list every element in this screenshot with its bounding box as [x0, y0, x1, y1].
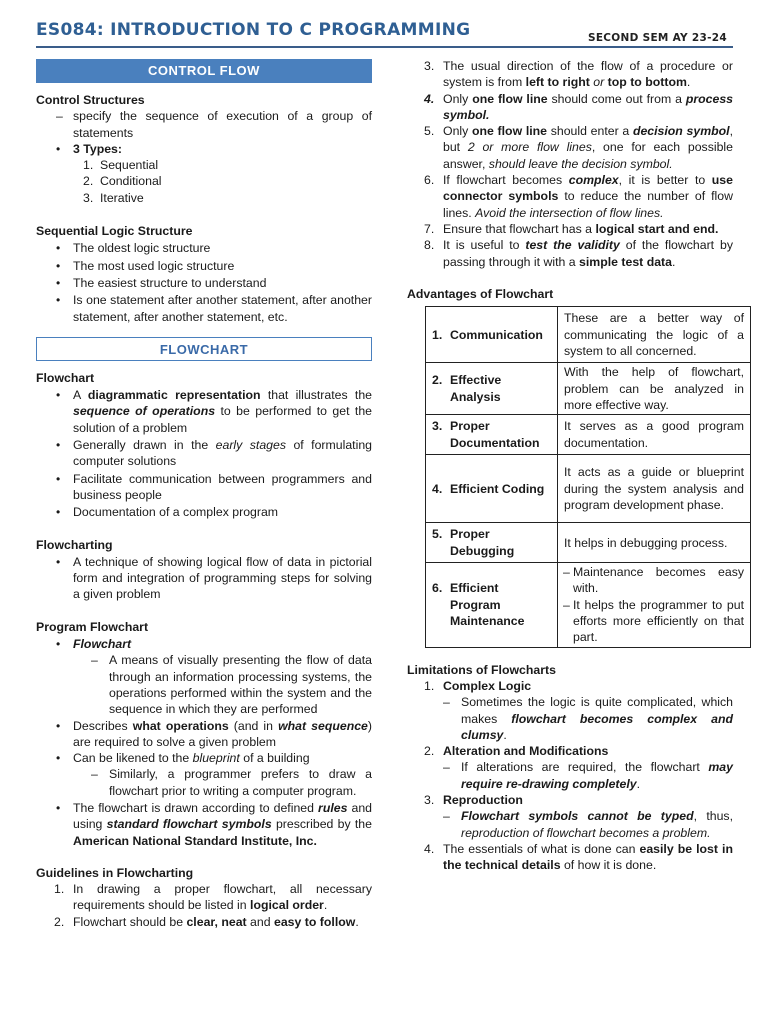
- table-cell-key: 3. Proper Documentation: [426, 415, 558, 455]
- list-item: 2. Conditional: [83, 174, 162, 189]
- guidelines-list: [36, 881, 372, 930]
- program-flowchart-sublist: [36, 652, 372, 717]
- advantages-heading: Advantages of Flowchart: [407, 286, 554, 301]
- list-item: 4. Only one flow line should come out from a process symbol.: [424, 91, 734, 122]
- program-flowchart-sublist-2: [36, 766, 372, 799]
- sequential-heading: Sequential Logic Structure: [36, 224, 193, 239]
- right-column: [407, 58, 744, 874]
- program-flowchart-heading: Program Flowchart: [36, 619, 149, 634]
- list-item: • The easiest structure to understand: [36, 275, 372, 291]
- table-row: [426, 455, 751, 523]
- list-item: 6. If flowchart becomes complex, it is better to use connector symbols to reduce the number of flow lines. Avoid the intersection of flow lines.: [424, 173, 734, 220]
- control-structures-definition: – specify the sequence of execution of a group of statements: [36, 108, 372, 141]
- list-item: – Flowchart symbols cannot be typed, thus, reproduction of flowchart becomes a problem.: [407, 808, 733, 841]
- list-item: • Generally drawn in the early stages of formulating computer solutions: [36, 437, 372, 470]
- table-cell-key: 6. Efficient Program Maintenance: [426, 563, 558, 647]
- list-item: – Similarly, a programmer prefers to draw a flowchart prior to writing a computer program.: [36, 766, 372, 799]
- list-item: 5. Only one flow line should enter a decision symbol, but 2 or more flow lines, one for each possible answer, should leave the decision symbol.: [424, 124, 733, 171]
- types-label: • 3 Types:: [36, 141, 372, 157]
- types-numbered-list: [36, 157, 372, 206]
- table-row: [426, 523, 751, 563]
- table-row: [426, 415, 751, 455]
- list-item: – Maintenance becomes easy with.: [564, 564, 744, 597]
- limitations-heading: Limitations of Flowcharts: [407, 662, 556, 677]
- limitations-sublist-3: [407, 808, 733, 841]
- table-row: [426, 307, 751, 363]
- list-item: • The most used logic structure: [36, 258, 372, 274]
- list-item: – A means of visually presenting the flow of data through an information processing systems, the operations performed within the system and the sequence in which they are performed: [36, 652, 372, 717]
- limitations-list-3: [407, 792, 733, 808]
- list-item: 3. Reproduction: [424, 793, 523, 808]
- advantages-table: [425, 306, 751, 647]
- table-cell-value: [558, 563, 751, 647]
- table-cell-key: 4. Efficient Coding: [426, 455, 558, 523]
- list-item: 1. Complex Logic: [424, 678, 532, 693]
- guidelines-heading: Guidelines in Flowcharting: [36, 865, 194, 880]
- guidelines-list-continued: [407, 58, 733, 270]
- table-row: [426, 563, 751, 647]
- table-cell-value: It serves as a good program documentation.: [558, 415, 751, 455]
- semester-label: SECOND SEM AY 23-24: [587, 32, 727, 44]
- control-structures-list: [36, 108, 372, 141]
- list-item: 2. Alteration and Modifications: [424, 744, 609, 759]
- table-cell-key: 2. Effective Analysis: [426, 363, 558, 415]
- table-cell-key: 5. Proper Debugging: [426, 523, 558, 563]
- program-flowchart-list-3: [36, 800, 372, 849]
- table-cell-value: These are a better way of communicating the logic of a system to all concerned.: [558, 307, 751, 363]
- list-item: 1. Sequential: [83, 158, 159, 173]
- list-item: • Can be likened to the blueprint of a building: [36, 750, 372, 766]
- table-cell-value: It helps in debugging process.: [558, 523, 751, 563]
- program-flowchart-list: [36, 636, 372, 652]
- left-column: [36, 59, 372, 930]
- program-flowchart-list-2: [36, 718, 372, 767]
- course-title: ES084: INTRODUCTION TO C PROGRAMMING: [36, 20, 471, 40]
- limitations-list: [407, 678, 733, 694]
- list-item: – If alterations are required, the flowchart may require re-drawing completely.: [407, 759, 733, 792]
- control-structures-heading: Control Structures: [36, 93, 145, 107]
- limitations-sublist: [407, 694, 733, 743]
- flowchart-list: [36, 387, 372, 520]
- types-list: [36, 141, 372, 157]
- limitations-sublist-2: [407, 759, 733, 792]
- list-item: 2. Flowchart should be clear, neat and easy to follow.: [54, 914, 359, 929]
- table-row: [426, 363, 751, 415]
- flowchart-heading: Flowchart: [36, 370, 95, 385]
- limitations-list-2: [407, 743, 733, 759]
- table-cell-value: It acts as a guide or blueprint during the system analysis and program development phase.: [558, 455, 751, 523]
- page-header: [36, 22, 733, 48]
- list-item: 7. Ensure that flowchart has a logical start and end.: [424, 221, 719, 236]
- list-item: 4. The essentials of what is done can easily be lost in the technical details of how it is done.: [424, 841, 733, 873]
- list-item: • The oldest logic structure: [36, 240, 372, 256]
- list-item: • Flowchart: [36, 636, 372, 652]
- control-flow-banner: CONTROL FLOW: [36, 59, 372, 83]
- list-item: – Sometimes the logic is quite complicated, which makes flowchart becomes complex and clumsy.: [407, 694, 733, 743]
- list-item: 8. It is useful to test the validity of the flowchart by passing through it with a simple test data.: [424, 238, 733, 269]
- list-item: • Documentation of a complex program: [36, 504, 372, 520]
- limitations-list-4: [407, 841, 733, 874]
- list-item: • A technique of showing logical flow of data in pictorial form and integration of programming steps for solving a given problem: [36, 554, 372, 603]
- list-item: • Is one statement after another statement, after another statement, after another statement, etc.: [36, 292, 372, 325]
- list-item: – It helps the programmer to put efforts more efficiently on that part.: [564, 597, 744, 646]
- list-item: • A diagrammatic representation that illustrates the sequence of operations to be performed to get the solution of a problem: [36, 387, 372, 436]
- list-item: • Facilitate communication between programmers and business people: [36, 471, 372, 504]
- list-item: • The flowchart is drawn according to defined rules and using standard flowchart symbols prescribed by the American National Standard Institute, Inc.: [36, 800, 372, 849]
- table-cell-value: With the help of flowchart, problem can be analyzed in more effective way.: [558, 363, 751, 415]
- sequential-list: [36, 240, 372, 324]
- flowcharting-heading: Flowcharting: [36, 537, 113, 552]
- flowcharting-list: [36, 554, 372, 603]
- table-cell-key: 1. Communication: [426, 307, 558, 363]
- list-item: 1. In drawing a proper flowchart, all necessary requirements should be listed in logical order.: [54, 882, 372, 913]
- list-item: 3. The usual direction of the flow of a procedure or system is from left to right or top to bottom.: [424, 59, 733, 90]
- list-item: • Describes what operations (and in what sequence) are required to solve a given problem: [36, 718, 372, 751]
- list-item: 3. Iterative: [83, 190, 144, 205]
- flowchart-banner: FLOWCHART: [36, 337, 372, 361]
